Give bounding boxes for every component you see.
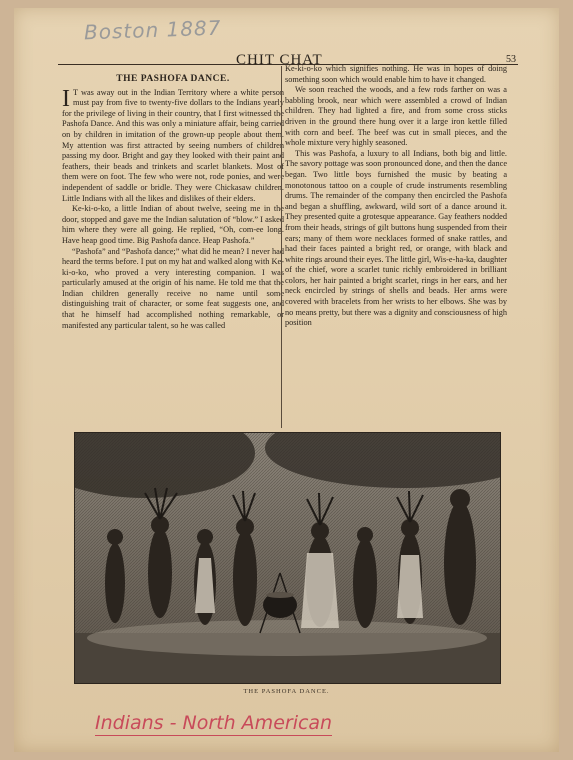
drop-cap: I: [62, 85, 70, 112]
right-column: [285, 64, 507, 422]
paragraph: Ke-ki-o-ko which signifies nothing. He was in hopes of doing something soon which would enable him to have it changed.: [285, 64, 507, 84]
left-column: [62, 70, 284, 428]
engraving-image: [75, 433, 500, 683]
paragraph: Ke-ki-o-ko, a little Indian of about twelve, seeing me in the door, stopped and gave me the Indian salutation of “blow.” I asked him where they were all going. He replied, “Oh, com-ee long. Have heap good time. Big Pashofa dance. Heap Pashofa.”: [62, 204, 284, 245]
illustration-caption: THE PASHOFA DANCE.: [243, 688, 330, 695]
page-number: 53: [506, 54, 516, 65]
running-head: CHIT CHAT: [236, 52, 323, 68]
paragraph-text: T was away out in the Indian Territory where a white person must pay from five to twenty-five dollars to the Indians yearly for the privilege of living in their country, that I first witnessed the Pashofa Dance. And this was only a miniature affair, being carried on by children in imitation of the grown-up people about them. My attention was first attracted by seeing numbers of children passing my door. Bright and gay they looked with their paint and feathers, their beads and trinkets and scarlet blankets. Most of them were on foot. The few who were not, rode ponies, and were independent of saddle or bridle. They were Chickasaw children. Little Indians with all the likes and dislikes of their elders.: [62, 87, 284, 203]
article-title: THE PASHOFA DANCE.: [116, 74, 230, 84]
paragraph: “Pashofa” and “Pashofa dance;” what did he mean? I never had heard the terms before. I put on my hat and walked along with Ke-ki-o-ko, who proved a very interesting companion. I was particularly amused at the origin of his name. He told me that the Indian children generally receive no name until some distinguishing trait of character, or some feat suggests one, and that he himself had accomplished nothing remarkable, or manifested any particular talent, so he was called: [62, 246, 284, 330]
handwritten-subject-note: Indians - North American: [95, 712, 333, 734]
column-divider: [281, 66, 282, 428]
paragraph: [62, 85, 284, 205]
paragraph: This was Pashofa, a luxury to all Indians, both big and little. The savory pottage was soon pronounced done, and then the dance began. Two little boys furnished the music by beating a monotonous tattoo on a couple of crude instruments resembling drums. The remainder of the company then encircled the Pashofa and began a shuffling, awkward, wild sort of a dance around it. They presented quite a grotesque appearance. Gay feathers nodded from their heads, strings of gilt buttons hung suspended from their ears; many of them wore necklaces formed of snake rattles, and had their faces painted a bright red, or orange, with black and white rings around their eyes. The little girl, Wis-e-ha-ka, daughter of the chief, wore a scarlet tunic richly embroidered in brilliant colors, her hair painted a bright scarlet, rings in her ears, and her neck encircled by strings of shells and beads. Her arms were covered with bracelets from her wrists to her elbows. She was by no means pretty, but there was a dignity and consciousness of high position: [285, 148, 507, 328]
paragraph: We soon reached the woods, and a few rods farther on was a babbling brook, near which were assembled a crowd of Indian children. They had lighted a fire, and from some cross sticks driven in the ground there hung over it a large iron kettle filled with corn and beef. The beef was cut in small pieces, and the whole mixture very highly seasoned.: [285, 85, 507, 148]
dance-illustration: [74, 432, 501, 684]
handwritten-top-note: Boston 1887: [83, 15, 222, 45]
